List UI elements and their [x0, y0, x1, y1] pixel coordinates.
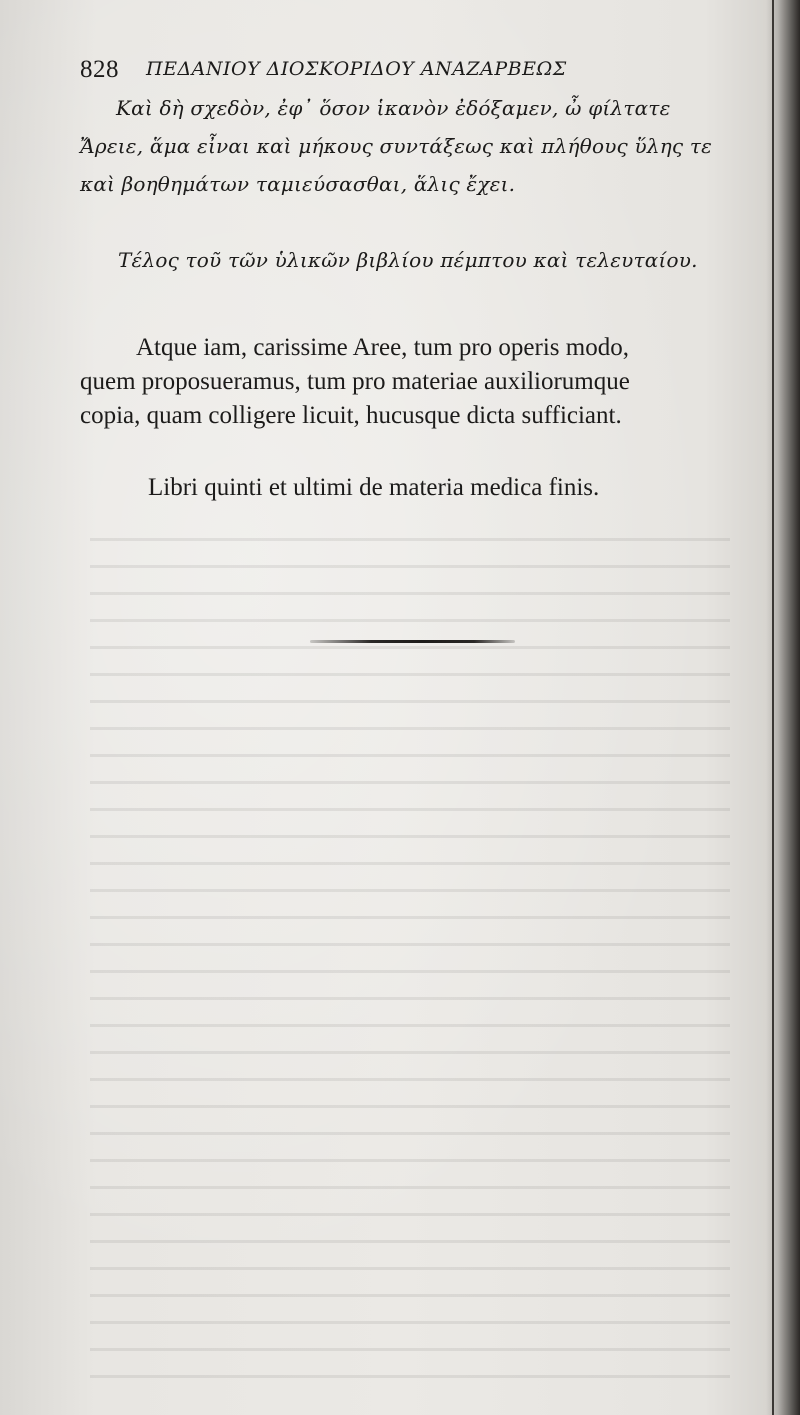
greek-colophon: Τέλος τοῦ τῶν ὑλικῶν βιβλίου πέμπτου καὶ τελευταίου. — [118, 248, 698, 272]
page-number: 828 — [80, 56, 119, 83]
running-title: ΠΕΔΑΝΙΟΥ ΔΙΟΣΚΟΡΙΔΟΥ ΑΝΑΖΑΡΒΕΩΣ — [146, 58, 567, 80]
latin-line-1: Atque iam, carissime Aree, tum pro operis modo, — [136, 334, 629, 361]
greek-paragraph — [80, 96, 730, 206]
latin-line-3: copia, quam colligere licuit, hucusque dicta sufficiant. — [80, 402, 622, 429]
latin-colophon: Libri quinti et ultimi de materia medica finis. — [148, 474, 600, 501]
closing-rule — [310, 640, 515, 643]
greek-line-3: καὶ βοηθημάτων ταμιεύσασθαι, ἅλις ἔχει. — [80, 172, 516, 196]
page-edge-line — [772, 0, 774, 1415]
greek-line-2: Ἄρειε, ἅμα εἶναι καὶ μήκους συντάξεως καὶ πλήθους ὕλης τε — [80, 134, 713, 158]
bleed-through-texture — [90, 520, 730, 1400]
latin-line-2: quem proposueramus, tum pro materiae auxiliorumque — [80, 368, 630, 395]
greek-line-1: Καὶ δὴ σχεδὸν, ἐφ᾽ ὅσον ἱκανὸν ἐδόξαμεν, ὦ φίλτατε — [116, 96, 671, 120]
running-head — [80, 56, 720, 90]
latin-paragraph — [80, 334, 730, 444]
